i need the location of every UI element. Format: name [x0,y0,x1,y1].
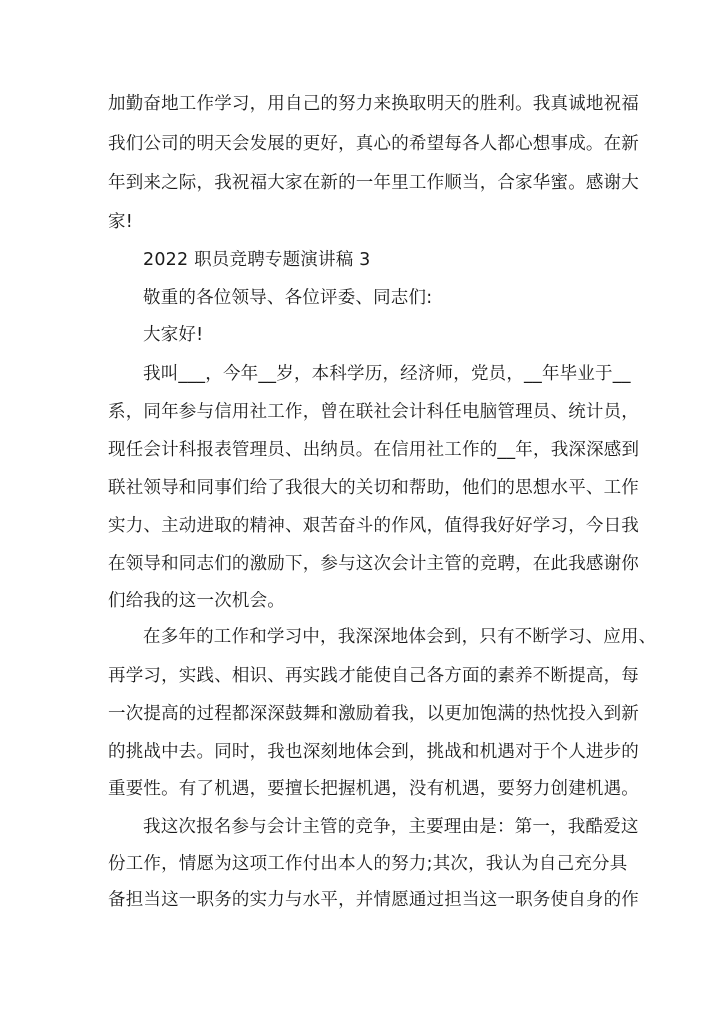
section-heading: 2022 职员竞聘专题演讲稿 3 [143,250,371,270]
body-line: 在领导和同志们的激励下，参与这次会计主管的竞聘，在此我感谢你 [108,554,639,574]
body-line: 一次提高的过程都深深鼓舞和激励着我，以更加饱满的热忱投入到新 [108,704,639,724]
salutation: 敬重的各位领导、各位评委、同志们: [143,288,433,308]
body-line: 现任会计科报表管理员、出纳员。在信用社工作的__年，我深深感到 [108,440,640,460]
body-line: 备担当这一职务的实力与水平，并情愿通过担当这一职务使自身的作 [108,890,639,910]
body-line: 我们公司的明天会发展的更好，真心的希望每各人都心想事成。在新 [108,134,639,154]
body-line: 们给我的这一次机会。 [108,591,285,611]
body-line: 我这次报名参与会计主管的竞争，主要理由是：第一，我酷爱这 [143,817,639,837]
body-line: 联社领导和同事们给了我很大的关切和帮助，他们的思想水平、工作 [108,478,639,498]
body-line: 系，同年参与信用社工作，曾在联社会计科任电脑管理员、统计员， [108,402,639,422]
greeting: 大家好! [143,325,204,345]
body-line: 的挑战中去。同时，我也深刻地体会到，挑战和机遇对于个人进步的 [108,742,639,762]
body-line: 重要性。有了机遇，要擅长把握机遇，没有机遇，要努力创建机遇。 [108,779,639,799]
body-line: 份工作，情愿为这项工作付出本人的努力;其次，我认为自己充分具 [108,854,628,874]
body-line: 家! [108,212,133,232]
body-line: 实力、主动进取的精神、艰苦奋斗的作风，值得我好好学习，今日我 [108,516,639,536]
body-line: 在多年的工作和学习中，我深深地体会到，只有不断学习、应用、 [143,627,657,647]
body-line: 再学习，实践、相识、再实践才能使自己各方面的素养不断提高，每 [108,666,639,686]
body-line: 年到来之际，我祝福大家在新的一年里工作顺当，合家华蜜。感谢大 [108,173,639,193]
body-line: 我叫___，今年__岁，本科学历，经济师，党员，__年毕业于__ [143,364,631,384]
body-line: 加勤奋地工作学习，用自己的努力来换取明天的胜利。我真诚地祝福 [108,94,639,114]
